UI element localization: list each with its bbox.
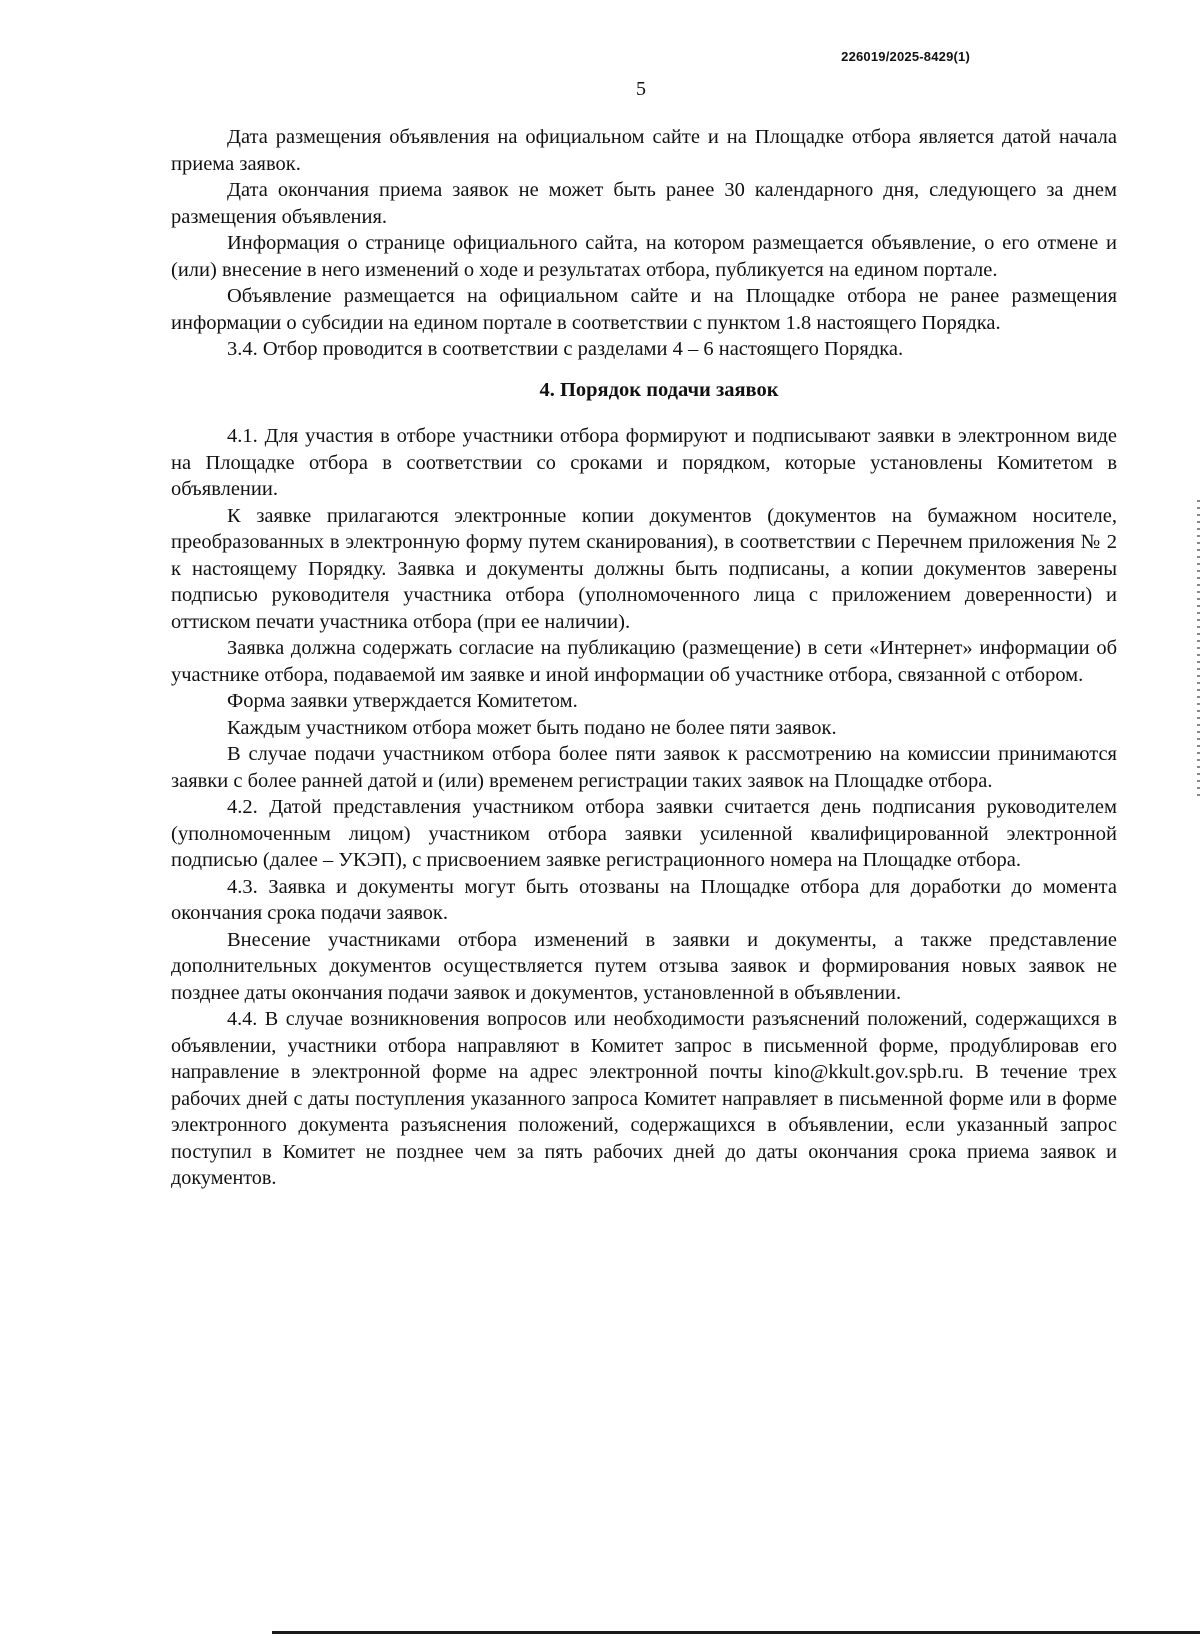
paragraph: 3.4. Отбор проводится в соответствии с разделами 4 – 6 настоящего Порядка. [227, 338, 904, 360]
paragraph: Информация о странице официального сайта, на котором размещается объявление, о его отмене и (или) внесение в него изменений о ходе и результатах отбора, публикуется на едином портале. [171, 232, 1117, 281]
page-number: 5 [636, 78, 646, 100]
document-registration-number: 226019/2025-8429(1) [841, 49, 970, 64]
paragraph: 4.3. Заявка и документы могут быть отозваны на Площадке отбора для доработки до момента окончания срока подачи заявок. [171, 875, 1117, 924]
paragraph: 4.4. В случае возникновения вопросов или необходимости разъяснений положений, содержащихся в объявлении, участники отбора направляют в Комитет запрос в письменной форме, продублировав его направление в электронной форме на адрес электронной почты kino@kkult.gov.spb.ru. В течение трех рабочих дней с даты поступления указанного запроса Комитет направляет в письменной форме или в форме электронного документа разъяснения положений, содержащихся в объявлении, если указанный запрос поступил в Комитет не позднее чем за пять рабочих дней до даты окончания срока приема заявок и документов. [171, 1008, 1117, 1189]
document-body [171, 124, 1117, 1192]
paragraph: Дата окончания приема заявок не может быть ранее 30 календарного дня, следующего за днем размещения объявления. [171, 179, 1117, 228]
paragraph: Дата размещения объявления на официальном сайте и на Площадке отбора является датой начала приема заявок. [171, 126, 1117, 175]
paragraph: Форма заявки утверждается Комитетом. [227, 690, 578, 712]
paragraph: Каждым участником отбора может быть подано не более пяти заявок. [227, 716, 837, 739]
paragraph: В случае подачи участником отбора более пяти заявок к рассмотрению на комиссии принимаются заявки с более ранней датой и (или) временем регистрации таких заявок на Площадке отбора. [171, 743, 1117, 792]
paragraph: 4.1. Для участия в отборе участники отбора формируют и подписывают заявки в электронном виде на Площадке отбора в соответствии со сроками и порядком, которые установлены Комитетом в объявлении. [171, 425, 1117, 500]
paragraph: К заявке прилагаются электронные копии документов (документов на бумажном носителе, преобразованных в электронную форму путем сканирования), в соответствии с Перечнем приложения № 2 к настоящему Порядку. Заявка и документы должны быть подписаны, а копии документов заверены подписью руководителя участника отбора (уполномоченного лица с приложением доверенности) и оттиском печати участника отбора (при ее наличии). [171, 504, 1117, 633]
paragraph: Внесение участниками отбора изменений в заявки и документы, а также представление дополнительных документов осуществляется путем отзыва заявок и формирования новых заявок не позднее даты окончания подачи заявок и документов, установленной в объявлении. [171, 928, 1117, 1004]
paragraph: 4.2. Датой представления участником отбора заявки считается день подписания руководителем (уполномоченным лицом) участником отбора заявки усиленной квалифицированной электронной подписью (далее – УКЭП), с присвоением заявке регистрационного номера на Площадке отбора. [171, 796, 1117, 871]
section-heading: 4. Порядок подачи заявок [539, 378, 779, 401]
paragraph: Объявление размещается на официальном сайте и на Площадке отбора не ранее размещения информации о субсидии на едином портале в соответствии с пунктом 1.8 настоящего Порядка. [171, 285, 1117, 334]
paragraph: Заявка должна содержать согласие на публикацию (размещение) в сети «Интернет» информации об участнике отбора, подаваемой им заявке и иной информации об участнике отбора, связанной с отбором. [171, 637, 1117, 686]
